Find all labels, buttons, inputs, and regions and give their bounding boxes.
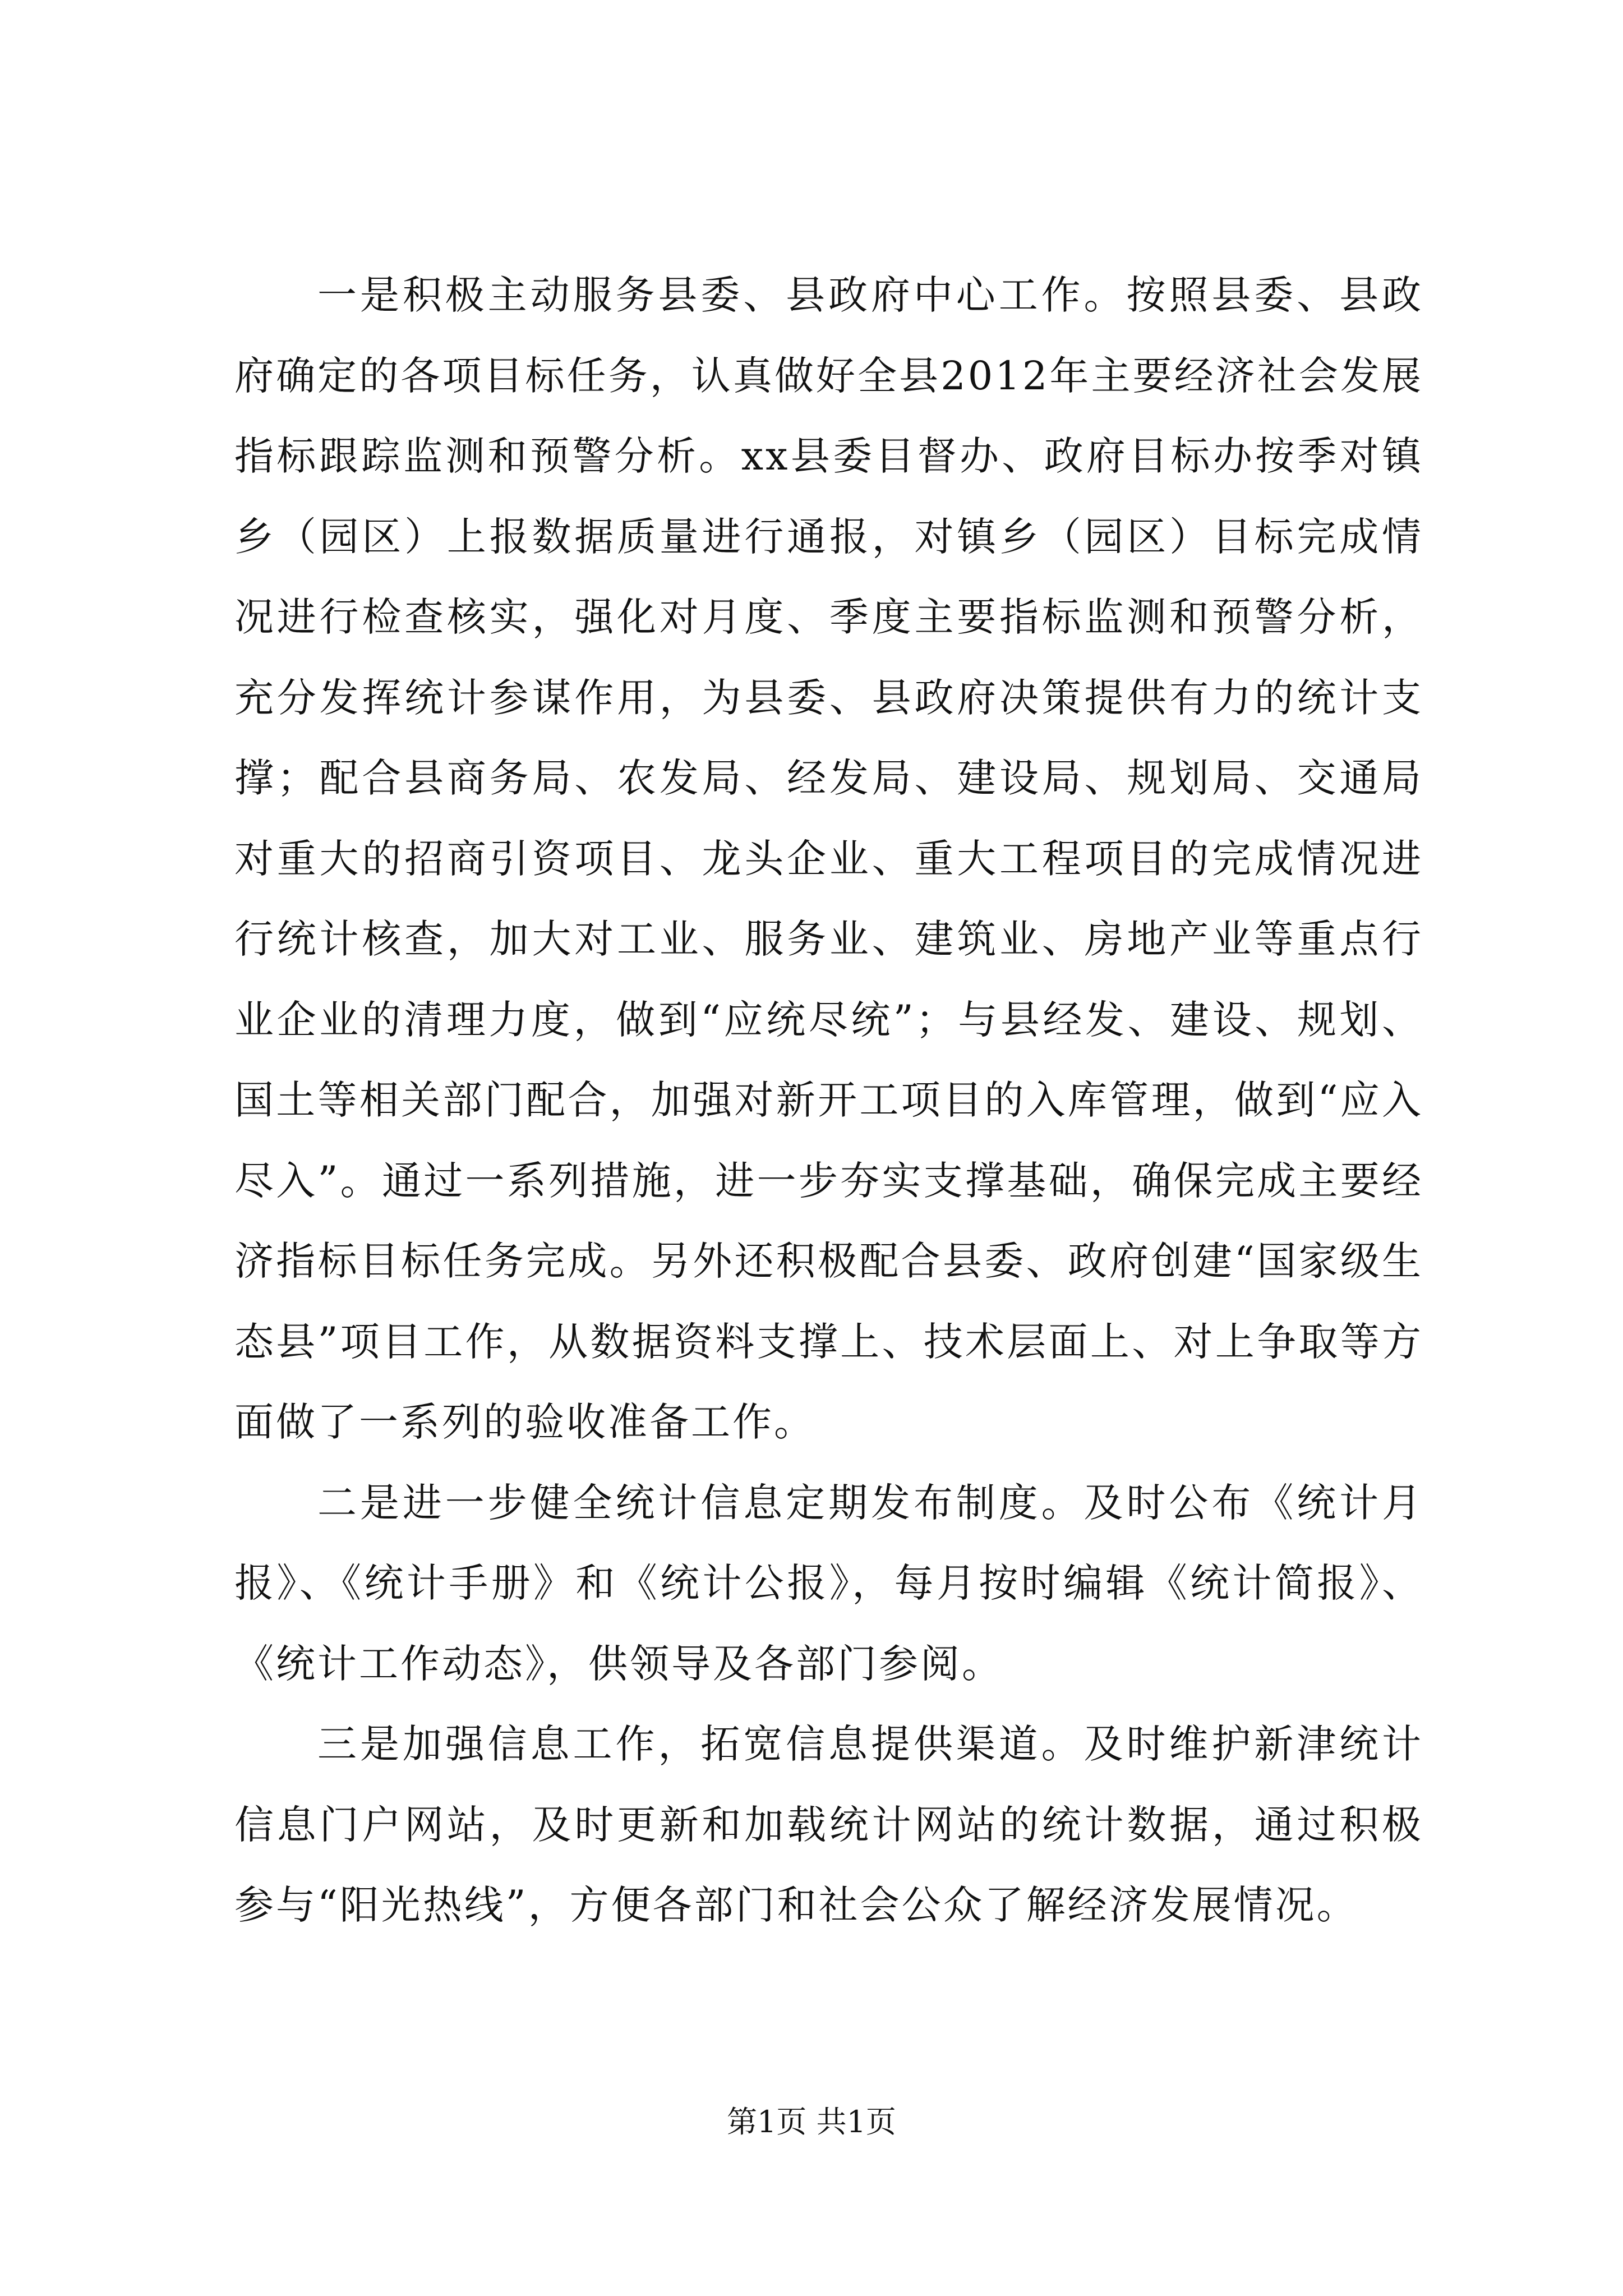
paragraph-1: 一是积极主动服务县委、县政府中心工作。按照县委、县政府确定的各项目标任务，认真做好全县2012年主要经济社会发展指标跟踪监测和预警分析。xx县委目督办、政府目标办按季对镇乡（园区）上报数据质量进行通报，对镇乡（园区）目标完成情况进行检查核实，强化对月度、季度主要指标监测和预警分析，充分发挥统计参谋作用，为县委、县政府决策提供有力的统计支撑；配合县商务局、农发局、经发局、建设局、规划局、交通局对重大的招商引资项目、龙头企业、重大工程项目的完成情况进行统计核查，加大对工业、服务业、建筑业、房地产业等重点行业企业的清理力度，做到“应统尽统”；与县经发、建设、规划、国土等相关部门配合，加强对新开工项目的入库管理，做到“应入尽入”。通过一系列措施，进一步夯实支撑基础，确保完成主要经济指标目标任务完成。另外还积极配合县委、政府创建“国家级生态县”项目工作，从数据资料支撑上、技术层面上、对上争取等方面做了一系列的验收准备工作。 [234,272,1423,1445]
document-body [234,255,1423,1946]
page-footer: 第1页 共1页 [727,2104,896,2139]
paragraph-2: 二是进一步健全统计信息定期发布制度。及时公布《统计月报》、《统计手册》和《统计公报》，每月按时编辑《统计简报》、《统计工作动态》，供领导及各部门参阅。 [234,1479,1423,1687]
paragraph-3: 三是加强信息工作，拓宽信息提供渠道。及时维护新津统计信息门户网站，及时更新和加载统计网站的统计数据，通过积极参与“阳光热线”，方便各部门和社会公众了解经济发展情况。 [234,1721,1423,1928]
